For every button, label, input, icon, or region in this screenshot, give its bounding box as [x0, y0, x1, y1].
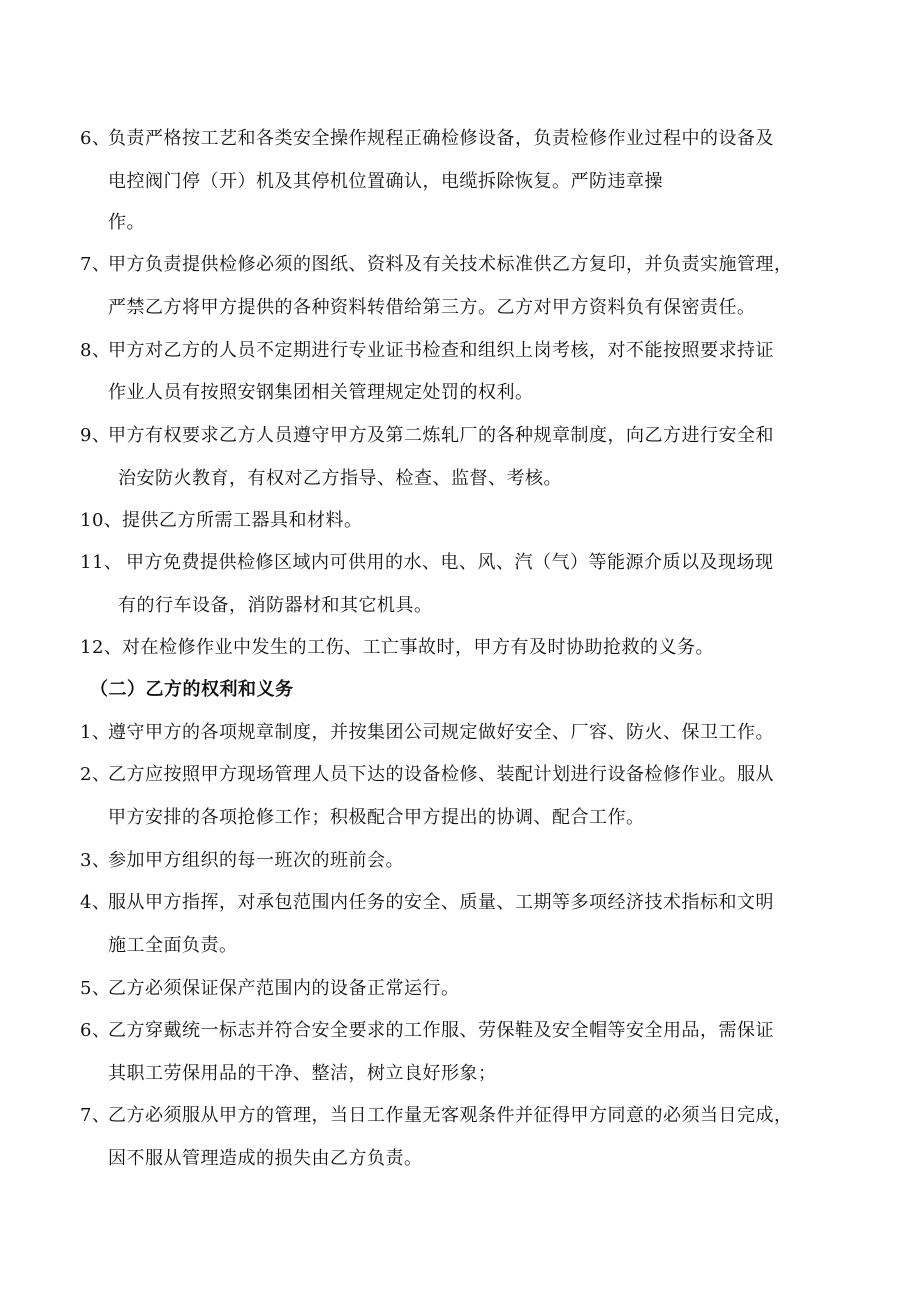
item-number: 10、: [80, 510, 123, 531]
paragraph-line: [0, 588, 900, 624]
paragraph-line: [0, 121, 900, 157]
paragraph-line: [0, 800, 900, 836]
item-number: 9、: [80, 425, 111, 446]
paragraph-text: 治安防火教育，有权对乙方指导、检查、监督、考核。: [118, 468, 562, 489]
paragraph-line: [0, 290, 900, 326]
item-number: 6、: [80, 1020, 111, 1041]
paragraph-text: 负责严格按工艺和各类安全操作规程正确检修设备，负责检修作业过程中的设备及: [108, 128, 774, 149]
paragraph-text: 电控阀门停（开）机及其停机位置确认，电缆拆除恢复。严防违章操: [108, 171, 663, 192]
paragraph-line: [0, 418, 900, 454]
item-number: 5、: [80, 978, 111, 999]
paragraph-text: 因不服从管理造成的损失由乙方负责。: [108, 1148, 423, 1169]
paragraph-text: 乙方穿戴统一标志并符合安全要求的工作服、劳保鞋及安全帽等安全用品，需保证: [108, 1020, 774, 1041]
paragraph-text: 作。: [108, 212, 145, 233]
paragraph-line: [0, 375, 900, 411]
paragraph-text: 有的行车设备，消防器材和其它机具。: [118, 595, 433, 616]
paragraph-line: [0, 164, 900, 200]
item-number: 7、: [80, 254, 111, 275]
paragraph-text: 甲方免费提供检修区域内可供用的水、电、风、汽（气）等能源介质以及现场现: [126, 552, 774, 573]
paragraph-text: 甲方安排的各项抢修工作；积极配合甲方提出的协调、配合工作。: [108, 807, 645, 828]
paragraph-line: [0, 971, 900, 1007]
paragraph-text: 甲方对乙方的人员不定期进行专业证书检查和组织上岗考核，对不能按照要求持证: [108, 340, 774, 361]
paragraph-line: [0, 757, 900, 793]
item-number: 7、: [80, 1105, 111, 1126]
item-number: 1、: [80, 722, 111, 743]
paragraph-text: 参加甲方组织的每一班次的班前会。: [108, 850, 404, 871]
paragraph-text: 乙方必须保证保产范围内的设备正常运行。: [108, 978, 460, 999]
paragraph-line: [0, 503, 900, 539]
item-number: 2、: [80, 764, 111, 785]
paragraph-line: [0, 1141, 900, 1177]
paragraph-line: [0, 461, 900, 497]
paragraph-text: 施工全面负责。: [108, 935, 238, 956]
paragraph-line: [0, 928, 900, 964]
paragraph-line: [0, 1013, 900, 1049]
paragraph-text: 提供乙方所需工器具和材料。: [122, 510, 363, 531]
paragraph-text: 对在检修作业中发生的工伤、工亡事故时，甲方有及时协助抢救的义务。: [122, 637, 714, 658]
section-heading: （二）乙方的权利和义务: [90, 679, 294, 700]
paragraph-text: 服从甲方指挥，对承包范围内任务的安全、质量、工期等多项经济技术指标和文明: [108, 892, 774, 913]
item-number: 4、: [80, 892, 111, 913]
paragraph-line: [0, 205, 900, 241]
paragraph-line: [0, 247, 900, 283]
paragraph-line: [0, 885, 900, 921]
paragraph-text: 甲方有权要求乙方人员遵守甲方及第二炼轧厂的各种规章制度，向乙方进行安全和: [108, 425, 774, 446]
paragraph-line: [0, 333, 900, 369]
paragraph-line: [0, 1056, 900, 1092]
paragraph-line: [0, 630, 900, 666]
paragraph-text: 其职工劳保用品的干净、整洁，树立良好形象；: [108, 1063, 497, 1084]
item-number: 3、: [80, 850, 111, 871]
paragraph-line: [0, 715, 900, 751]
paragraph-text: 乙方必须服从甲方的管理，当日工作量无客观条件并征得甲方同意的必须当日完成，: [108, 1105, 793, 1126]
paragraph-text: 乙方应按照甲方现场管理人员下达的设备检修、装配计划进行设备检修作业。服从: [108, 764, 774, 785]
paragraph-line: [0, 1098, 900, 1134]
paragraph-text: 作业人员有按照安钢集团相关管理规定处罚的权利。: [108, 382, 534, 403]
section-heading-line: [0, 672, 900, 708]
item-number: 6、: [80, 128, 111, 149]
item-number: 11、: [80, 552, 123, 573]
item-number: 12、: [80, 637, 123, 658]
paragraph-line: [0, 843, 900, 879]
paragraph-text: 遵守甲方的各项规章制度，并按集团公司规定做好安全、厂容、防火、保卫工作。: [108, 722, 774, 743]
paragraph-text: 严禁乙方将甲方提供的各种资料转借给第三方。乙方对甲方资料负有保密责任。: [108, 297, 756, 318]
paragraph-line: [0, 545, 900, 581]
paragraph-text: 甲方负责提供检修必须的图纸、资料及有关技术标准供乙方复印，并负责实施管理，: [108, 254, 793, 275]
item-number: 8、: [80, 340, 111, 361]
